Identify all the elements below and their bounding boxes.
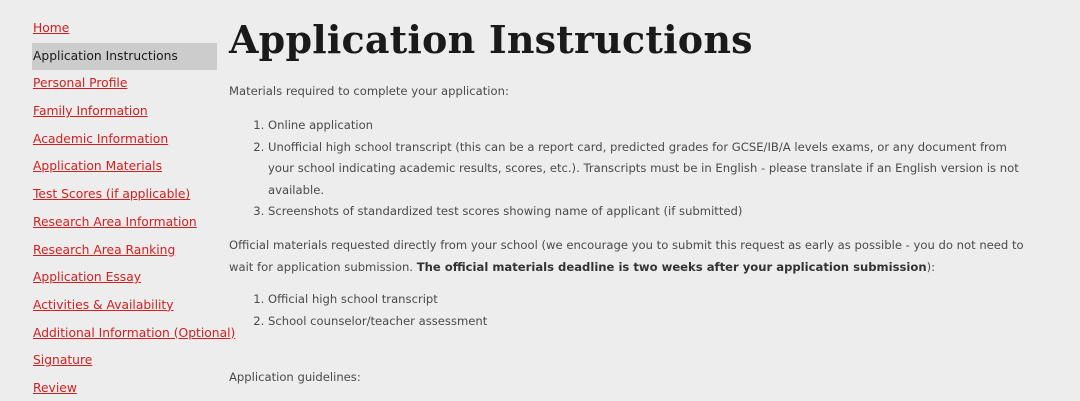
sidebar-nav — [32, 15, 236, 401]
sidebar-item-personal-profile[interactable]: Personal Profile — [33, 76, 128, 91]
list-item: 2. Unofficial high school transcript (this can be a report card, predicted grades for GCSE/IB/A levels exams, or any document from your school indicating academic results, scores, etc.). Transcripts must be in English - please translate if an English version is not available. — [268, 137, 1029, 202]
sidebar-item-signature[interactable]: Signature — [33, 353, 93, 368]
list-item: 2. School counselor/teacher assessment — [268, 311, 1029, 333]
sidebar-item-review[interactable]: Review — [33, 380, 77, 395]
main-content — [229, 0, 1049, 384]
sidebar-item-application-instructions[interactable]: Application Instructions — [32, 43, 217, 71]
sidebar-item-test-scores[interactable]: Test Scores (if applicable) — [33, 187, 191, 202]
sidebar-item-application-essay[interactable]: Application Essay — [33, 270, 142, 285]
sidebar-item-application-materials[interactable]: Application Materials — [33, 159, 162, 174]
list-item: 3. Screenshots of standardized test scores showing name of applicant (if submitted) — [268, 201, 1029, 223]
official-intro-text: Official materials requested directly from your school (we encourage you to submit this request as early as possible - you do not need to wait for application submission. — [229, 238, 1024, 274]
sidebar-item-home[interactable]: Home — [33, 21, 70, 35]
materials-list — [229, 115, 1029, 223]
guidelines-intro: Application guidelines: — [229, 370, 361, 384]
materials-intro: Materials required to complete your application: — [229, 84, 509, 98]
sidebar-item-additional-information[interactable]: Additional Information (Optional) — [33, 325, 236, 340]
official-materials-intro — [229, 234, 1029, 278]
sidebar-item-activities-availability[interactable]: Activities & Availability — [33, 297, 174, 312]
sidebar-item-research-area-ranking[interactable]: Research Area Ranking — [33, 242, 176, 257]
list-item: 1. Online application — [268, 115, 1029, 137]
official-list-container — [229, 289, 1029, 332]
sidebar-item-family-information[interactable]: Family Information — [33, 104, 148, 119]
official-materials-list — [229, 289, 1029, 332]
materials-list-container — [229, 115, 1029, 223]
sidebar-item-academic-information[interactable]: Academic Information — [33, 131, 169, 146]
official-deadline-text: The official materials deadline is two weeks after your application submission — [416, 260, 927, 274]
sidebar-item-research-area-information[interactable]: Research Area Information — [33, 214, 197, 229]
list-item: 1. Official high school transcript — [268, 289, 1029, 311]
page-title: Application Instructions — [229, 17, 753, 62]
official-close-text: ): — [926, 260, 936, 274]
